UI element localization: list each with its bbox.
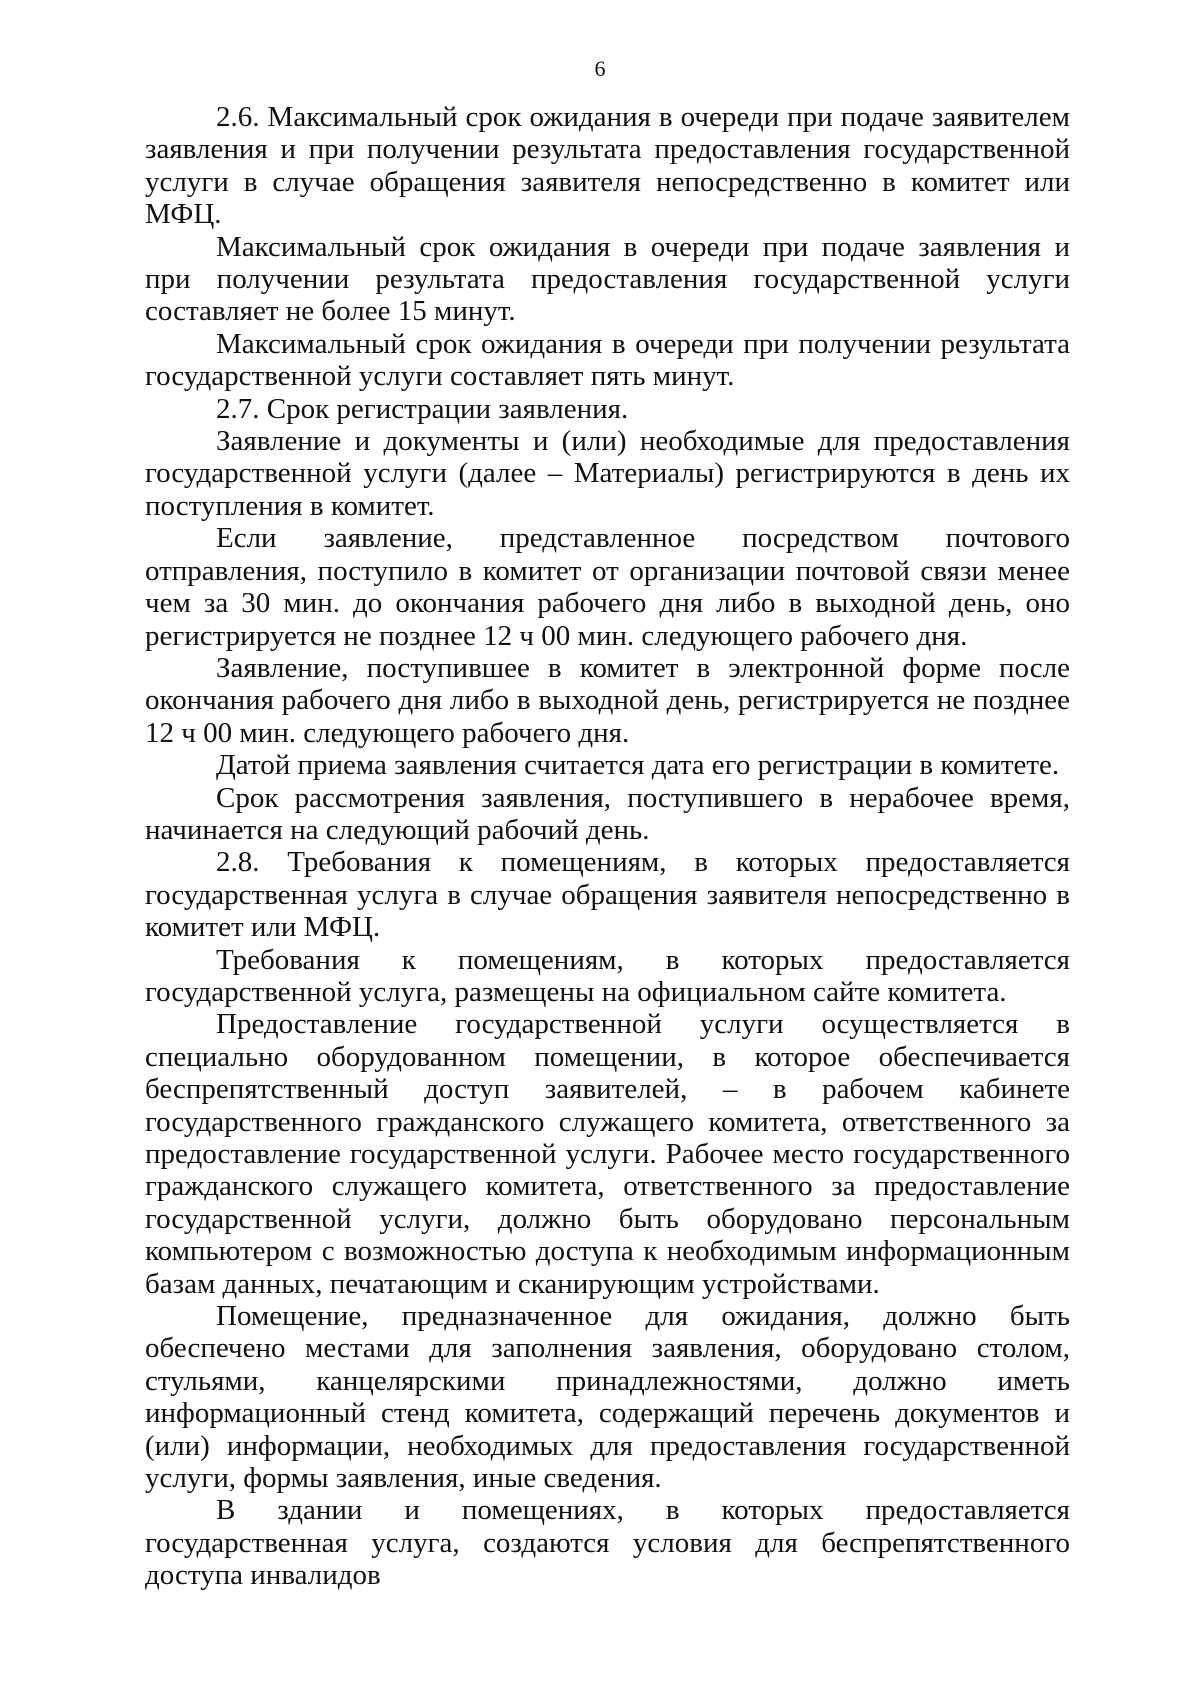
paragraph-registration-day: Заявление и документы и (или) необходимые для предоставления государственной услуги (далее – Материалы) регистрируются в день их поступления в комитет. [145,425,1070,522]
page-number: 6 [594,56,606,81]
paragraph-waiting-area: Помещение, предназначенное для ожидания, должно быть обеспечено местами для заполнения заявления, оборудовано столом, стульями, канцелярскими принадлежностями, должно иметь информационный стенд комитета, содержащий перечень документов и (или) информации, необходимых для предоставления государственной услуги, формы заявления, иные сведения. [145,1300,1070,1495]
paragraph-workplace: Предоставление государственной услуги осуществляется в специально оборудованном помещении, в которое обеспечивается беспрепятственный доступ заявителей, – в рабочем кабинете государственного гражданского служащего комитета, ответственного за предоставление государственной услуги. Рабочее место государственного гражданского служащего комитета, ответственного за предоставление государственной услуги, должно быть оборудовано персональным компьютером с возможностью доступа к необходимым информационным базам данных, печатающим и сканирующим устройствами. [145,1008,1070,1300]
paragraph-queue-time-submission: Максимальный срок ожидания в очереди при подаче заявления и при получении результата предоставления государственной услуги составляет не более 15 минут. [145,230,1070,328]
paragraph-2-8: 2.8. Требования к помещениям, в которых предоставляется государственная услуга в случае обращения заявителя непосредственно в комитет или МФЦ. [145,846,1070,944]
paragraph-accessibility: В здании и помещениях, в которых предоставляется государственная услуга, создаются условия для беспрепятственного доступа инвалидов [145,1494,1070,1592]
paragraph-acceptance-date: Датой приема заявления считается дата его регистрации в комитете. [216,749,1060,782]
paragraph-2-7: 2.7. Срок регистрации заявления. [216,392,629,425]
paragraph-queue-time-result: Максимальный срок ожидания в очереди при получении результата государственной услуги составляет пять минут. [145,327,1070,393]
paragraph-2-6: 2.6. Максимальный срок ожидания в очереди при подаче заявителем заявления и при получении результата предоставления государственной услуги в случае обращения заявителя непосредственно в комитет или МФЦ. [145,101,1070,231]
paragraph-requirements-website: Требования к помещениям, в которых предоставляется государственной услуга, размещены на официальном сайте комитета. [145,943,1070,1008]
paragraph-electronic-registration: Заявление, поступившее в комитет в электронной форме после окончания рабочего дня либо в выходной день, регистрируется не позднее 12 ч 00 мин. следующего рабочего дня. [145,651,1070,749]
paragraph-postal-registration: Если заявление, представленное посредством почтового отправления, поступило в комитет от организации почтовой связи менее чем за 30 мин. до окончания рабочего дня либо в выходной день, оно регистрируется не позднее 12 ч 00 мин. следующего рабочего дня. [145,522,1070,652]
document-body [145,101,1070,1592]
paragraph-review-start: Срок рассмотрения заявления, поступившего в нерабочее время, начинается на следующий рабочий день. [145,781,1070,846]
